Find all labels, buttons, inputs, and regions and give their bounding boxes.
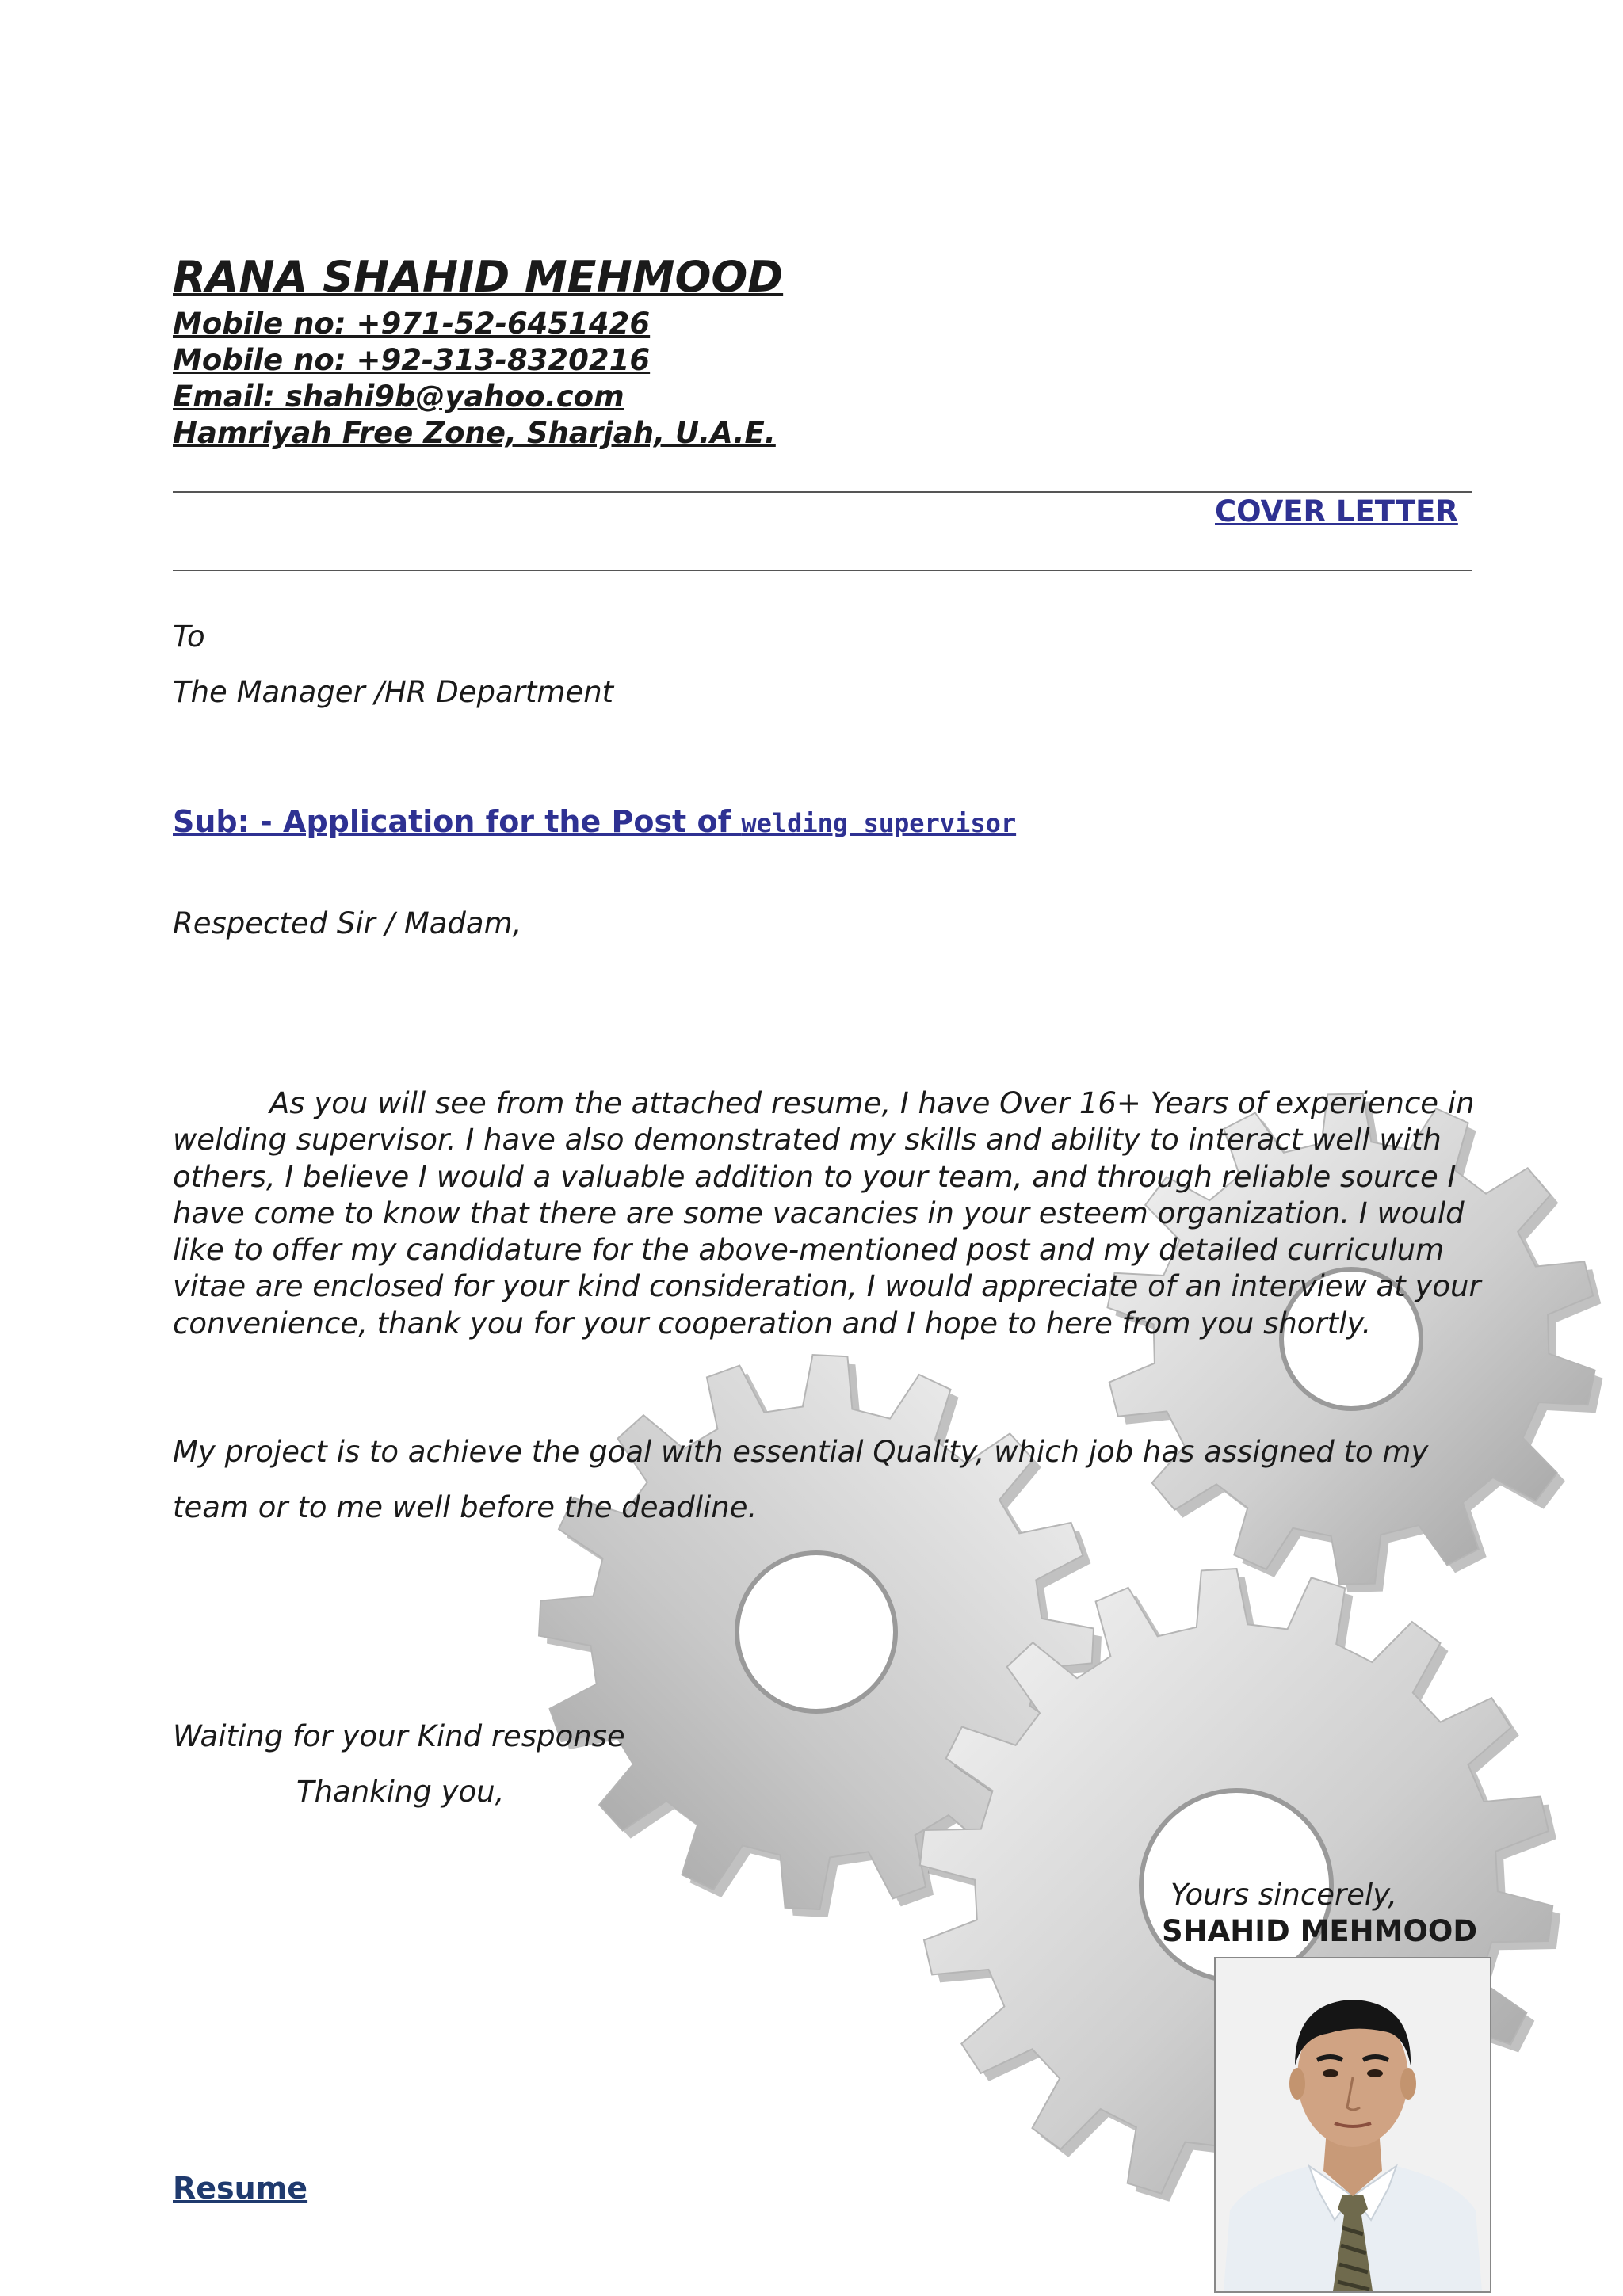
contact-address: Hamriyah Free Zone, Sharjah, U.A.E. xyxy=(173,416,776,450)
subject-post: welding supervisor xyxy=(741,808,1017,838)
paragraph-line: convenience, thank you for your cooperation and I hope to here from you shortly. xyxy=(173,1306,1372,1341)
subject-prefix: Sub: - Application for the Post of xyxy=(173,804,742,839)
paragraph-line: have come to know that there are some vacancies in your esteem organization. I would xyxy=(173,1196,1465,1230)
contact-email[interactable]: Email: shahi9b@yahoo.com xyxy=(173,379,624,414)
paragraph2-line: My project is to achieve the goal with essential Quality, which job has assigned to my xyxy=(173,1435,1429,1469)
paragraph-line: As you will see from the attached resume, I have Over 16+ Years of experience in xyxy=(269,1086,1475,1120)
applicant-photo xyxy=(1214,1957,1491,2293)
contact-mobile-pk: Mobile no: +92-313-8320216 xyxy=(173,343,651,377)
letter-subject xyxy=(173,804,1016,839)
letter-recipient: The Manager /HR Department xyxy=(173,675,614,709)
divider-top xyxy=(173,491,1472,493)
paragraph-line: like to offer my candidature for the above-mentioned post and my detailed curriculum xyxy=(173,1233,1445,1268)
letter-paragraph-2 xyxy=(173,1425,1480,1535)
letter-to: To xyxy=(173,620,205,654)
section-title: COVER LETTER xyxy=(1215,494,1458,528)
paragraph-line: welding supervisor. I have also demonstrated my skills and ability to interact well with xyxy=(173,1123,1442,1158)
portrait-icon xyxy=(1216,1958,1490,2291)
paragraph2-line: team or to me well before the deadline. xyxy=(173,1490,758,1524)
divider-bottom xyxy=(173,570,1472,571)
applicant-name: RANA SHAHID MEHMOOD xyxy=(173,252,784,302)
closing: Yours sincerely, xyxy=(1170,1878,1398,1912)
resume-link[interactable]: Resume xyxy=(173,2171,308,2206)
paragraph-line: others, I believe I would a valuable addition to your team, and through reliable source I xyxy=(173,1159,1457,1194)
waiting-line: Waiting for your Kind response xyxy=(173,1719,625,1753)
contact-mobile-uae: Mobile no: +971-52-6451426 xyxy=(173,307,651,341)
paragraph-line: vitae are enclosed for your kind consideration, I would appreciate of an interview at your xyxy=(173,1269,1481,1304)
letter-paragraph xyxy=(173,1085,1480,1342)
salutation: Respected Sir / Madam, xyxy=(173,906,522,940)
signature-name: SHAHID MEHMOOD xyxy=(1162,1914,1478,1948)
thanking-line: Thanking you, xyxy=(296,1775,505,1809)
